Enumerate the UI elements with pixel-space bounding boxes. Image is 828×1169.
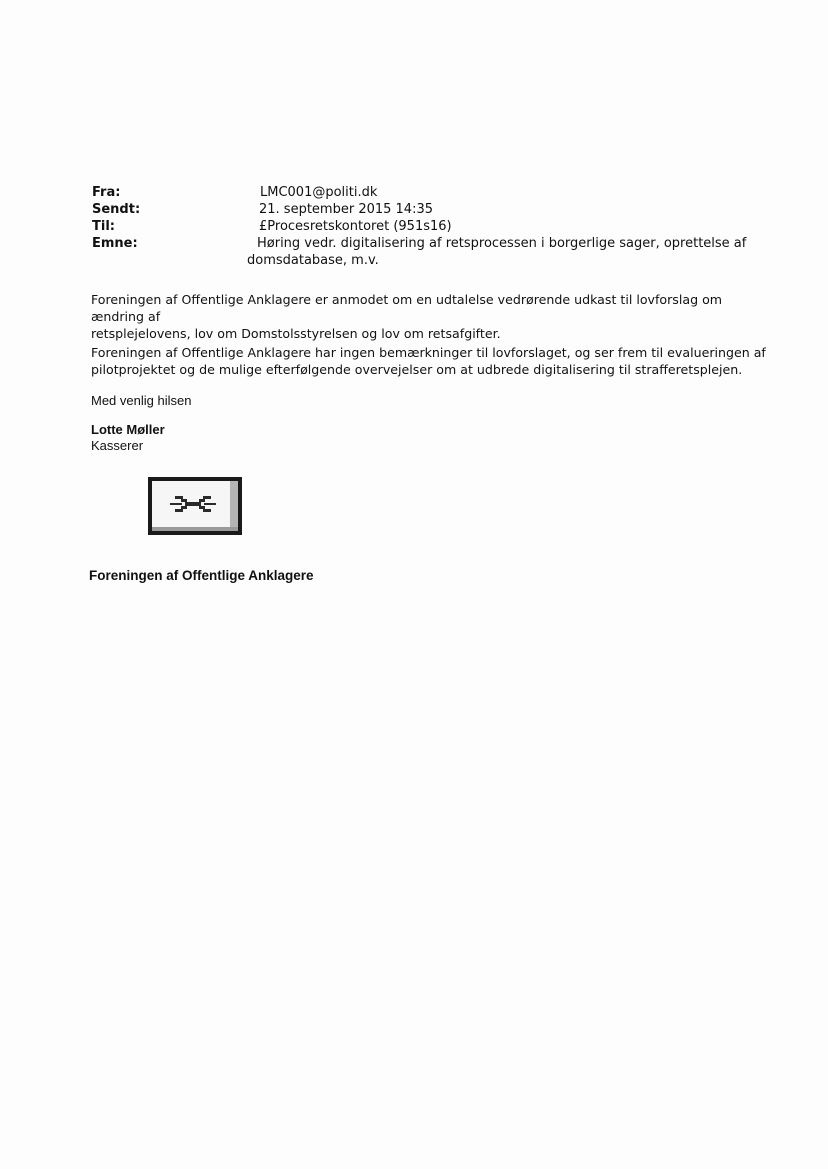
closing-greeting: Med venlig hilsen [91,393,192,408]
paragraph-1-line-1: Foreningen af Offentlige Anklagere er anmodet om en udtalelse vedrørende udkast til lovforslag om ændring af [91,292,723,324]
paragraph-2-line-1: Foreningen af Offentlige Anklagere har ingen bemærkninger til lovforslaget, og ser frem til evalueringen af [91,345,766,360]
signature-title: Kasserer [91,438,144,453]
body-paragraph-2 [91,344,771,378]
subject-value-line2: domsdatabase, m.v. [247,253,379,268]
broken-image-icon [148,477,242,535]
subject-label: Emne: [92,236,138,251]
paragraph-1-line-2: retsplejelovens, lov om Domstolsstyrelsen og lov om retsafgifter. [91,326,501,341]
subject-row [92,235,752,269]
from-row [92,184,752,201]
to-row [92,218,752,235]
organization-name: Foreningen af Offentlige Anklagere [89,568,314,583]
from-value: LMC001@politi.dk [260,185,378,200]
to-value: £Procesretskontoret (951s16) [259,219,452,234]
sent-label: Sendt: [92,202,141,217]
email-header [92,184,752,269]
signature-name: Lotte Møller [91,422,165,437]
sent-row [92,201,752,218]
to-label: Til: [92,219,115,234]
sent-value: 21. september 2015 14:35 [259,202,433,217]
from-label: Fra: [92,185,121,200]
body-paragraph-1 [91,291,771,342]
subject-value-line1: Høring vedr. digitalisering af retsprocessen i borgerlige sager, oprettelse af [257,236,747,251]
paragraph-2-line-2: pilotprojektet og de mulige efterfølgende overvejelser om at udbrede digitalisering til strafferetsplejen. [91,362,743,377]
